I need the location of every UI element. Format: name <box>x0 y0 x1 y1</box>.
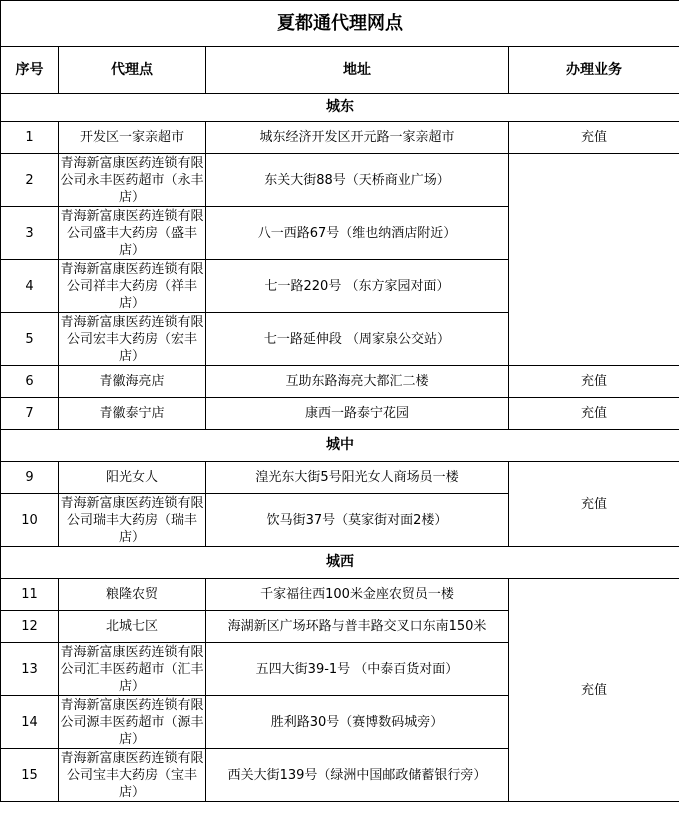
cell-seq: 6 <box>1 366 59 398</box>
cell-service-empty <box>509 154 679 366</box>
table-row <box>1 366 679 398</box>
header-address: 地址 <box>206 47 509 94</box>
cell-seq: 11 <box>1 579 59 611</box>
cell-agent: 开发区一家亲超市 <box>59 122 206 154</box>
cell-address: 八一西路67号（维也纳酒店附近） <box>206 207 509 260</box>
cell-agent: 青徽海亮店 <box>59 366 206 398</box>
cell-service: 充值 <box>509 462 679 547</box>
cell-address: 互助东路海亮大都汇二楼 <box>206 366 509 398</box>
cell-seq: 9 <box>1 462 59 494</box>
cell-seq: 7 <box>1 398 59 430</box>
cell-address: 康西一路泰宁花园 <box>206 398 509 430</box>
cell-address: 湟光东大街5号阳光女人商场员一楼 <box>206 462 509 494</box>
cell-agent: 青海新富康医药连锁有限公司宝丰大药房（宝丰店） <box>60 750 204 800</box>
cell-service: 充值 <box>509 366 679 398</box>
cell-address: 七一路延伸段 （周家泉公交站） <box>206 313 509 366</box>
cell-service: 充值 <box>509 579 679 802</box>
cell-agent: 北城七区 <box>59 611 206 643</box>
cell-agent: 粮隆农贸 <box>59 579 206 611</box>
cell-seq: 12 <box>1 611 59 643</box>
cell-address: 东关大街88号（天桥商业广场） <box>206 154 509 207</box>
table-row <box>1 462 679 494</box>
cell-agent: 青海新富康医药连锁有限公司盛丰大药房（盛丰店） <box>60 208 204 258</box>
header-seq: 序号 <box>1 47 59 94</box>
header-service: 办理业务 <box>509 47 679 94</box>
cell-seq: 10 <box>1 494 59 547</box>
cell-agent: 青海新富康医药连锁有限公司瑞丰大药房（瑞丰店） <box>60 495 204 545</box>
cell-address: 胜利路30号（赛博数码城旁） <box>206 696 509 749</box>
cell-seq: 15 <box>1 749 59 802</box>
cell-address: 七一路220号 （东方家园对面） <box>206 260 509 313</box>
cell-agent: 青海新富康医药连锁有限公司祥丰大药房（祥丰店） <box>60 261 204 311</box>
cell-seq: 4 <box>1 260 59 313</box>
cell-address: 城东经济开发区开元路一家亲超市 <box>206 122 509 154</box>
header-agent: 代理点 <box>59 47 206 94</box>
cell-agent: 青海新富康医药连锁有限公司汇丰医药超市（汇丰店） <box>60 644 204 694</box>
cell-address: 海湖新区广场环路与普丰路交叉口东南150米 <box>206 611 509 643</box>
header-row <box>1 47 679 94</box>
cell-agent: 青海新富康医药连锁有限公司永丰医药超市（永丰店） <box>60 155 204 205</box>
cell-agent: 青徽泰宁店 <box>59 398 206 430</box>
cell-seq: 1 <box>1 122 59 154</box>
cell-address: 五四大街39-1号 （中泰百货对面） <box>206 643 509 696</box>
cell-seq: 13 <box>1 643 59 696</box>
section-middle: 城中 <box>1 430 679 462</box>
cell-seq: 5 <box>1 313 59 366</box>
cell-address: 千家福往西100米金座农贸员一楼 <box>206 579 509 611</box>
table-row <box>1 398 679 430</box>
cell-agent: 阳光女人 <box>59 462 206 494</box>
cell-agent: 青海新富康医药连锁有限公司宏丰大药房（宏丰店） <box>60 314 204 364</box>
cell-agent: 青海新富康医药连锁有限公司源丰医药超市（源丰店） <box>60 697 204 747</box>
table-row <box>1 122 679 154</box>
table-row <box>1 579 679 611</box>
section-east: 城东 <box>1 94 679 122</box>
cell-seq: 2 <box>1 154 59 207</box>
table-row <box>1 154 679 207</box>
cell-seq: 3 <box>1 207 59 260</box>
cell-address: 西关大街139号（绿洲中国邮政储蓄银行旁） <box>206 749 509 802</box>
cell-address: 饮马街37号（莫家街对面2楼） <box>206 494 509 547</box>
cell-service: 充值 <box>509 122 679 154</box>
section-west: 城西 <box>1 547 679 579</box>
table-title: 夏都通代理网点 <box>1 1 679 47</box>
cell-service: 充值 <box>509 398 679 430</box>
cell-seq: 14 <box>1 696 59 749</box>
